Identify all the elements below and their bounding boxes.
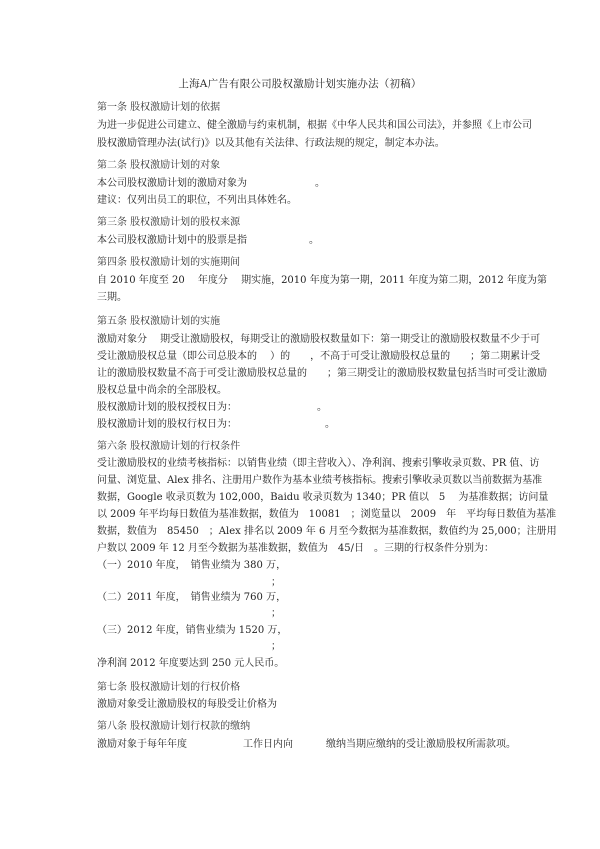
grant-date-label: 股权激励计划的股权授权日为： — [97, 402, 237, 413]
condition-2012: （三）2012 年度，销售业绩为 1520 万， — [97, 625, 288, 636]
article-8-text-part-3: 缴纳当期应缴纳的受让激励股权所需款项。 — [326, 739, 516, 750]
article-6-heading: 第六条 股权激励计划的行权条件 — [97, 441, 241, 452]
article-6-text-line: 户数以 2009 年 12 月至今数据为基准数据，数值为 45/日 。三期的行权条件分别为： — [97, 543, 494, 554]
document-title: 上海A广告有限公司股权激励计划实施办法（初稿） — [178, 78, 422, 90]
article-2-suggestion: 建议：仅列出员工的职位，不列出具体姓名。 — [97, 195, 297, 206]
article-6-text-line: 数据，数值为 85450 ；Alex 排名以 2009 年 6 月至今数据为基准数据，数值约为 25,000；注册用 — [97, 526, 557, 537]
condition-2010: （一）2010 年度， 销售业绩为 380 万， — [97, 560, 287, 571]
article-6-text-line: 数据，Google 收录页数为 102,000，Baidu 收录页数为 1340；PR 值以 5 为基准数据；访问量 — [97, 492, 549, 503]
article-4-text-line: 自 2010 年度至 20 年度分 期实施，2010 年度为第一期，2011 年度为第二期，2012 年度为第 — [97, 275, 547, 286]
article-5-text-line: 受让激励股权总量（即公司总股本的 ）的 ，不高于可受让激励股权总量的 ；第二期累计受 — [97, 351, 541, 362]
article-4-text-line: 三期。 — [97, 292, 127, 303]
article-5-text-line: 让的激励股权数量不高于可受让激励股权总量的 ；第三期受让的激励股权数量包括当时可受让激励 — [97, 368, 547, 379]
article-7-heading: 第七条 股权激励计划的行权价格 — [97, 682, 241, 693]
article-8-text-part-1: 激励对象于每年年度 — [97, 739, 187, 750]
condition-separator: ； — [271, 641, 281, 652]
net-profit-condition: 净利润 2012 年度要达到 250 元人民币。 — [97, 658, 285, 669]
article-2-period: 。 — [315, 178, 325, 189]
article-1-text-line: 为进一步促进公司建立、健全激励与约束机制，根据《中华人民共和国公司法》，并参照《上市公司 — [97, 120, 532, 131]
grant-date-period: 。 — [317, 402, 327, 413]
article-6-text-line: 以 2009 年平均每日数值为基准数据，数值为 10081 ；浏览量以 2009 年 平均每日数值为基准 — [97, 509, 557, 520]
article-2-text: 本公司股权激励计划的激励对象为 — [97, 178, 247, 189]
article-8-text-part-2: 工作日内向 — [243, 739, 293, 750]
article-6-text-line: 问量、浏览量、Alex 排名、注册用户数作为基本业绩考核指标。搜索引擎收录页数以当前数据为基准 — [97, 475, 543, 486]
article-7-text: 激励对象受让激励股权的每股受让价格为 — [97, 699, 277, 710]
article-2-text-line — [97, 177, 247, 191]
article-6-text-line: 受让激励股权的业绩考核指标：以销售业绩（即主营收入）、净利润、搜索引擎收录页数、PR 值、访 — [97, 458, 540, 469]
exercise-date-label: 股权激励计划的股权行权日为： — [97, 419, 237, 430]
article-3-text: 本公司股权激励计划中的股票是指 — [97, 235, 247, 246]
article-8-heading: 第八条 股权激励计划行权款的缴纳 — [97, 721, 251, 732]
article-2-heading: 第二条 股权激励计划的对象 — [97, 160, 221, 171]
article-5-text-line: 股权总量中尚余的全部股权。 — [97, 385, 227, 396]
exercise-date-period: 。 — [325, 419, 335, 430]
condition-separator: ； — [271, 577, 281, 588]
article-4-heading: 第四条 股权激励计划的实施期间 — [97, 257, 241, 268]
condition-2011: （二）2011 年度， 销售业绩为 760 万， — [97, 592, 287, 603]
condition-separator: ； — [271, 608, 281, 619]
article-1-text-line: 股权激励管理办法(试行)》以及其他有关法律、行政法规的规定，制定本办法。 — [97, 138, 445, 149]
article-5-heading: 第五条 股权激励计划的实施 — [97, 316, 221, 327]
article-5-text-line: 激励对象分 期受让激励股权，每期受让的激励股权数量如下：第一期受让的激励股权数量不少于可 — [97, 334, 541, 345]
article-3-period: 。 — [309, 235, 319, 246]
article-1-heading: 第一条 股权激励计划的依据 — [97, 102, 221, 113]
article-3-heading: 第三条 股权激励计划的股权来源 — [97, 217, 241, 228]
